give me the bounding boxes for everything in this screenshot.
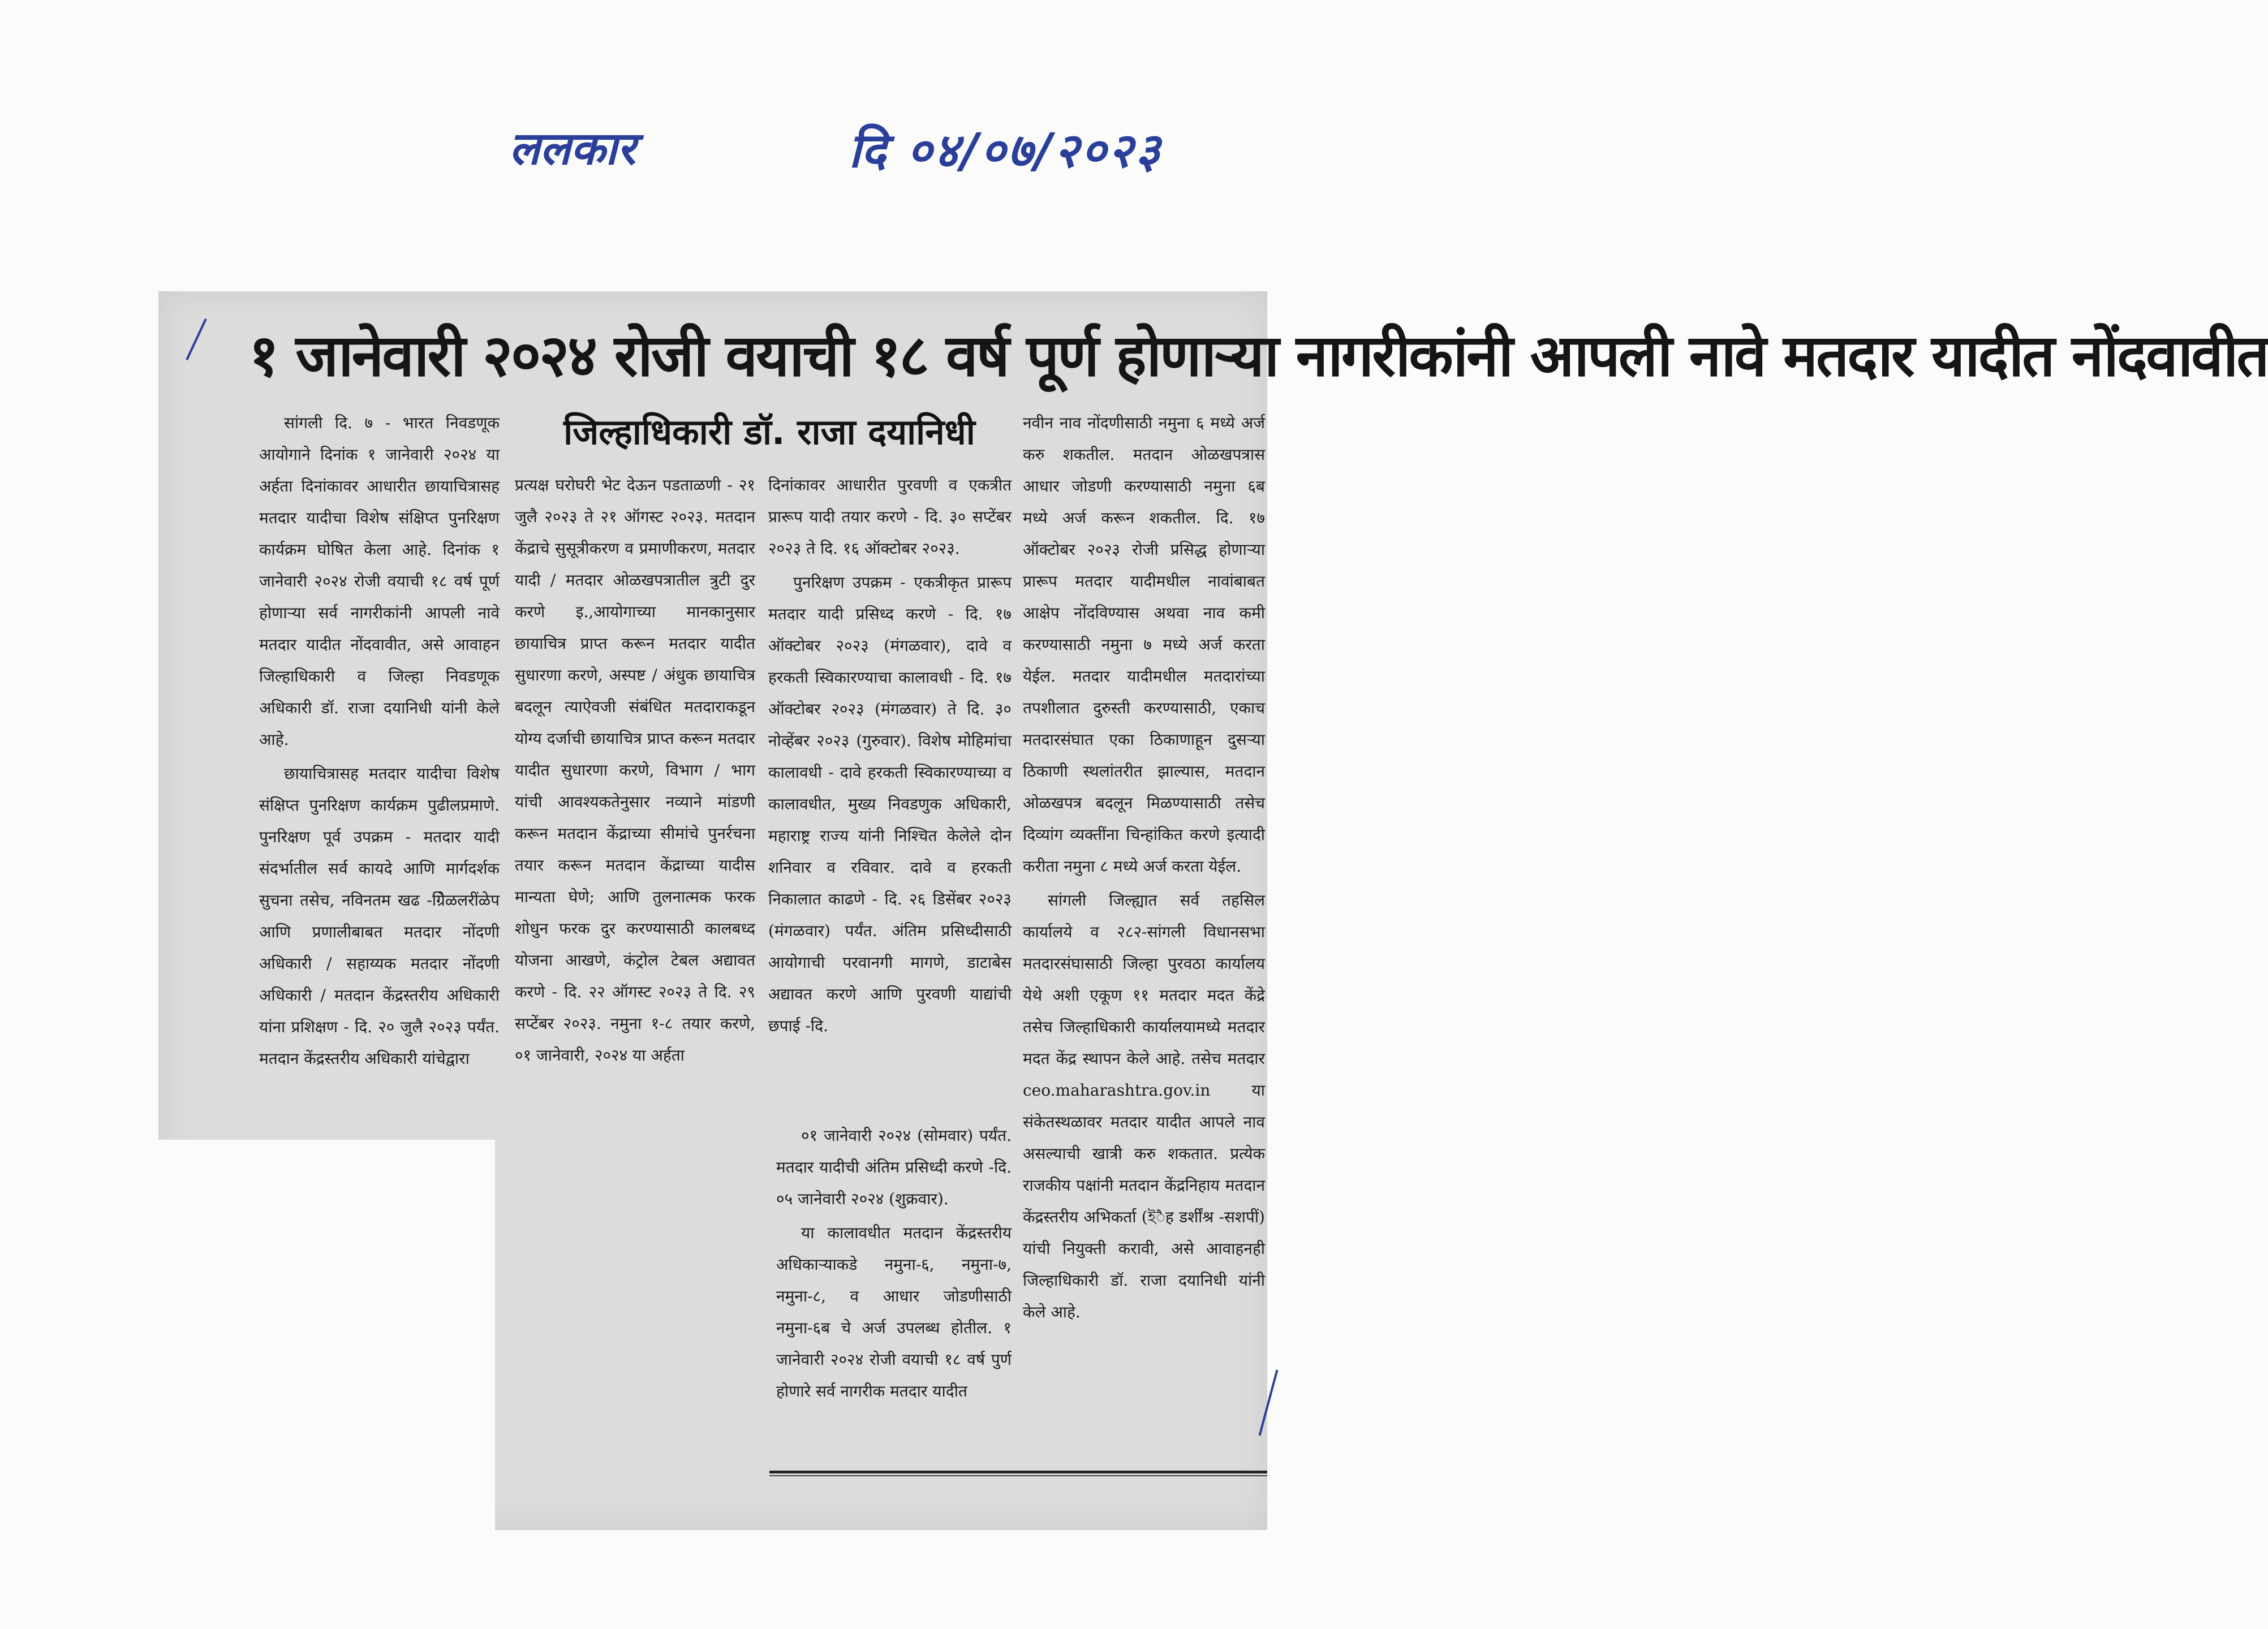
column-3-paragraph-1: दिनांकावर आधारीत पुरवणी व एकत्रीत प्रारूप यादी तयार करणे - दि. ३० सप्टेंबर २०२३ ते दि. १६ ऑक्टोबर २०२३. (768, 476, 1012, 558)
handwritten-source: ललकार (509, 122, 636, 175)
handwritten-date: दि ०४/०७/२०२३ (849, 123, 1163, 178)
article-column-4 (1023, 407, 1265, 1462)
column-4-paragraph-2: सांगली जिल्ह्यात सर्व तहसिल कार्यालये व २८२-सांगली विधानसभा मतदारसंघासाठी जिल्हा पुरवठा कार्यालय येथे अशी एकूण ११ मतदार मदत केंद्रे तसेच जिल्हाधिकारी कार्यालयामध्ये मतदार मदत केंद्र स्थापन केले आहे. तसेच मतदार ceo.maharashtra.gov.in या संकेतस्थळावर मतदार यादीत आपले नाव असल्याची खात्री करु शकतात. प्रत्येक राजकीय पक्षांनी मतदान केंद्रनिहाय मतदान केंद्रस्तरीय अभिकर्ता (ইैह डर्शींश्र -सशपीं) यांची नियुक्ती करावी, असे आवाहनही जिल्हाधिकारी डॉ. राजा दयानिधी यांनी केले आहे. (1023, 891, 1265, 1321)
bottom-rule (769, 1471, 1267, 1473)
bottom-rule-thin (769, 1475, 1267, 1476)
article-headline: १ जानेवारी २०२४ रोजी वयाची १८ वर्ष पूर्ण होणाऱ्या नागरीकांनी आपली नावे मतदार यादीत नोंदवावीत (249, 322, 2268, 390)
article-column-3-continued (776, 1120, 1012, 1459)
column-1-paragraph-1: सांगली दि. ७ - भारत निवडणूक आयोगाने दिनांक १ जानेवारी २०२४ या अर्हता दिनांकावर आधारीत छायाचित्रासह मतदार यादीचा विशेष संक्षिप्त पुनरिक्षण कार्यक्रम घोषित केला आहे. दिनांक १ जानेवारी २०२४ रोजी वयाची १८ वर्ष पूर्ण होणाऱ्या सर्व नागरीकांनी आपली नावे मतदार यादीत नोंदवावीत, असे आवाहन जिल्हाधिकारी व जिल्हा निवडणूक अधिकारी डॉ. राजा दयानिधी यांनी केले आहे. (259, 413, 500, 749)
column-1-paragraph-2: छायाचित्रासह मतदार यादीचा विशेष संक्षिप्त पुनरिक्षण कार्यक्रम पुढीलप्रमाणे. पुनरिक्षण पूर्व उपक्रम - मतदार यादी संदर्भातील सर्व कायदे आणि मार्गदर्शक सुचना तसेच, नविनतम खढ -ग्रिेळलरींळेप आणि प्रणालीबाबत मतदार नोंदणी अधिकारी / सहाय्यक मतदार नोंदणी अधिकारी / मतदान केंद्रस्तरीय अधिकारी यांना प्रशिक्षण - दि. २० जुलै २०२३ पर्यंत. मतदान केंद्रस्तरीय अधिकारी यांचेद्वारा (259, 764, 500, 1068)
article-column-1 (259, 407, 500, 1131)
article-column-2 (515, 469, 755, 1131)
column-3-paragraph-2: पुनरिक्षण उपक्रम - एकत्रीकृत प्रारूप मतदार यादी प्रसिध्द करणे - दि. १७ ऑक्टोबर २०२३ (मंगळवार), दावे व हरकती स्विकारण्याचा कालावधी - दि. १७ ऑक्टोबर २०२३ (मंगळवार) ते दि. ३० नोव्हेंबर २०२३ (गुरुवार). विशेष मोहिमांचा कालावधी - दावे हरकती स्विकारण्याच्या व कालावधीत, मुख्य निवडणुक अधिकारी, महाराष्ट्र राज्य यांनी निश्चित केलेले दोन शनिवार व रविवार. दावे व हरकती निकालात काढणे - दि. २६ डिसेंबर २०२३ (मंगळवार) पर्यंत. अंतिम प्रसिध्दीसाठी आयोगाची परवानगी मागणे, डाटाबेस अद्यावत करणे आणि पुरवणी याद्यांची छपाई -दि. (768, 573, 1012, 1035)
article-byline: जिल्हाधिकारी डॉ. राजा दयानिधी (563, 411, 975, 453)
column-3b-paragraph-1: ०१ जानेवारी २०२४ (सोमवार) पर्यंत. मतदार यादीची अंतिम प्रसिध्दी करणे -दि. ०५ जानेवारी २०२४ (शुक्रवार). (776, 1126, 1012, 1208)
article-column-3 (768, 469, 1012, 1131)
column-3b-paragraph-2: या कालावधीत मतदान केंद्रस्तरीय अधिकाऱ्याकडे नमुना-६, नमुना-७, नमुना-८, व आधार जोडणीसाठी नमुना-६ब चे अर्ज उपलब्ध होतील. १ जानेवारी २०२४ रोजी वयाची १८ वर्ष पुर्ण होणारे सर्व नागरीक मतदार यादीत (776, 1223, 1012, 1400)
column-2-paragraph: प्रत्यक्ष घरोघरी भेट देऊन पडताळणी - २१ जुलै २०२३ ते २१ ऑगस्ट २०२३. मतदान केंद्राचे सुसूत्रीकरण व प्रमाणीकरण, मतदार यादी / मतदार ओळखपत्रातील त्रुटी दुर करणे इ.,आयोगाच्या मानकानुसार छायाचित्र प्राप्त करून मतदार यादीत सुधारणा करणे, अस्पष्ट / अंधुक छायाचित्र बदलून त्याऐवजी संबंधित मतदाराकडून योग्य दर्जाची छायाचित्र प्राप्त करून मतदार यादीत सुधारणा करणे, विभाग / भाग यांची आवश्यकतेनुसार नव्याने मांडणी करून मतदान केंद्राच्या सीमांचे पुनर्रचना तयार करून मतदान केंद्राच्या यादीस मान्यता घेणे; आणि तुलनात्मक फरक शोधुन फरक दुर करण्यासाठी कालबध्द योजना आखणे, कंट्रोल टेबल अद्यावत करणे - दि. २२ ऑगस्ट २०२३ ते दि. २९ सप्टेंबर २०२३. नमुना १-८ तयार करणे, ०१ जानेवारी, २०२४ या अर्हता (515, 476, 755, 1065)
column-4-paragraph-1: नवीन नाव नोंदणीसाठी नमुना ६ मध्ये अर्ज करु शकतील. मतदान ओळखपत्रास आधार जोडणी करण्यासाठी नमुना ६ब मध्ये अर्ज करून शकतील. दि. १७ ऑक्टोबर २०२३ रोजी प्रसिद्ध होणाऱ्या प्रारूप मतदार यादीमधील नावांबाबत आक्षेप नोंदविण्यास अथवा नाव कमी करण्यासाठी नमुना ७ मध्ये अर्ज करता येईल. मतदार यादीमधील मतदारांच्या तपशीलात दुरुस्ती करण्यासाठी, एकाच मतदारसंघात एका ठिकाणाहून दुसऱ्या ठिकाणी स्थलांतरीत झाल्यास, मतदान ओळखपत्र बदलून मिळण्यासाठी तसेच दिव्यांग व्यक्तींना चिन्हांकित करणे इत्यादी करीता नमुना ८ मध्ये अर्ज करता येईल. (1023, 413, 1265, 876)
